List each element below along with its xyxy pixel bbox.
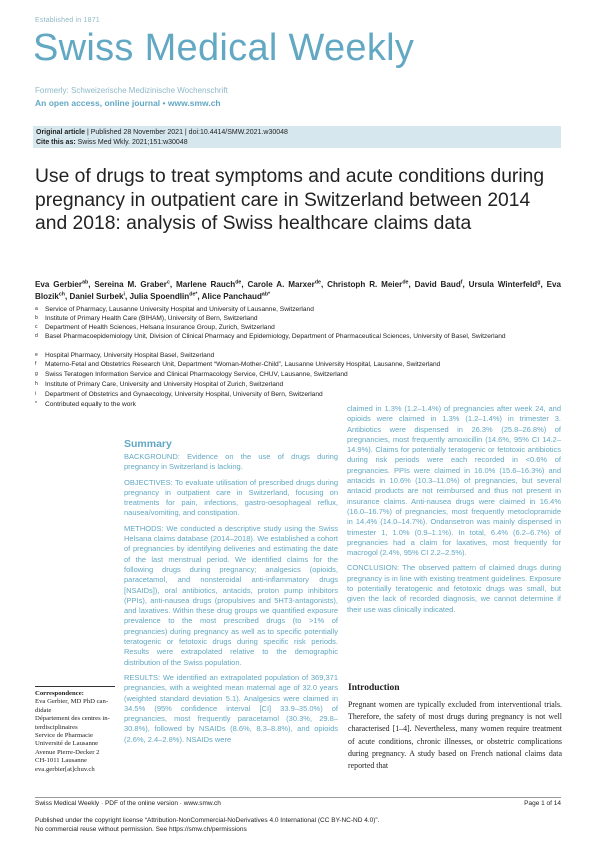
former-title: Formerly: Schweizerische Medizinische Wochenschrift xyxy=(35,86,228,95)
correspondence-line: CH-1011 Lausanne xyxy=(35,757,87,765)
affiliation-item xyxy=(35,315,565,324)
correspondence-line: Service de Pharmacie xyxy=(35,732,93,740)
affiliation-text: Hospital Pharmacy, University Hospital Basel, Switzerland xyxy=(45,352,215,359)
license-note xyxy=(35,817,561,834)
citation-line: Cite this as: Swiss Med Wkly. 2021;151:w30048 xyxy=(36,138,188,146)
license-line: No commercial reuse without permission. See https://smw.ch/permissions xyxy=(35,825,247,833)
correspondence-block xyxy=(35,690,117,774)
affiliation-item xyxy=(35,352,565,361)
affiliation-text: Department of Health Sciences, Helsana Insurance Group, Zurich, Switzerland xyxy=(45,324,275,331)
author-affiliation-mark: de* xyxy=(189,291,198,298)
author-affiliation-mark: de xyxy=(402,279,409,286)
affiliation-item xyxy=(35,306,565,315)
summary-paragraph: CONCLUSION: The observed pattern of claimed drugs during pregnancy is in line with existing treatment guidelines. Exposure to potentially teratogenic and fetotoxic drugs was small, but given the lack of recorded diagnosis, we cannot determine if their use was clinically indicated. xyxy=(347,563,561,614)
author-affiliation-mark: i xyxy=(123,291,125,298)
author-name: David Baud xyxy=(414,280,461,289)
affiliation-mark: * xyxy=(35,401,37,407)
affiliation-text: Contributed equally to the work xyxy=(45,401,136,408)
summary-paragraph: claimed in 1.3% (1.2–1.4%) of pregnancies after week 24, and opioids were claimed in 1.3% (1.2–1.4%) in trimester 3. Antibiotics were dispensed in 26.3% (25.8–26.8%) of pregnancies, most frequently amoxicillin (14.6%, 95% CI 14.2–14.9%). Claims for potentially teratogenic or fetotoxic antibiotics during risk periods were each recorded in <0.6% of pregnancies. PPIs were claimed in 16.0% (15.6–16.3%) and antacids in 10.6% (10.3–11.0%) of pregnancies, but several antacid products are not reimbursed and thus not present in insurance claims. Anti-nausea drugs were claimed in 16.4% (16.0–16.7%) of pregnancies, most frequently metoclopramide in 14.4% (14.0–14.7%). Ondansetron was mainly dispensed in trimester 1, 1.0% (0.9–1.1%). In total, 6.4% (6.2–6.7%) of pregnancies had a claim for laxatives, most frequently for macrogol (2.4%, 95% CI 2.2–2.5%). xyxy=(347,404,561,558)
author-name: Sereina M. Graber xyxy=(94,280,167,289)
author-list: Eva Gerbier$^{ab}$, Sereina M. Graber$^c$, Marlene Rauch$^{de}$, Carole A. Marxer$^{de}$, Christoph R. Meier$^{de}$, David Baud$^f$, Ursula Winterfeld$^g$, Eva Blozik$^{ch}$, Daniel Surbek$^i$, Julia Spoendlin$^{de*}$, Alice Panchaud$^{ab*}$ xyxy=(35,279,562,301)
affiliation-item xyxy=(35,324,565,333)
correspondence-divider xyxy=(35,686,115,687)
correspondence-line: Eva Gerbier, MD PhD can- xyxy=(35,698,109,706)
footer-journal: Swiss Medical Weekly · PDF of the online version · www.smw.ch xyxy=(35,800,221,807)
summary-paragraph: BACKGROUND: Evidence on the use of drugs during pregnancy in Switzerland is lacking. xyxy=(124,452,338,472)
author-name: Alice Panchaud xyxy=(201,292,262,301)
affiliation-item xyxy=(35,371,565,380)
affiliation-item xyxy=(35,381,565,390)
article-info-line-1: Original article | Published 28 November 2021 | doi:10.4414/SMW.2021.w30048 xyxy=(36,129,288,136)
article-info-box xyxy=(33,126,561,148)
correspondence-line: Avenue Pierre-Decker 2 xyxy=(35,748,100,756)
correspondence-line: terdisciplinaires xyxy=(35,723,78,731)
author-affiliation-mark: de xyxy=(314,279,321,286)
author-affiliation-mark: ab xyxy=(82,279,89,286)
affiliation-item xyxy=(35,361,565,370)
summary-left-column xyxy=(124,452,338,750)
introduction-text: Pregnant women are typically excluded from interventional trials. Therefore, the safety of most drugs during pregnancy is not well characterised [1–4]. Nevertheless, many women require treatment of acute conditions, chronic illnesses, or obstetric complications during pregnancy. A study based on French national claims data reported that xyxy=(348,700,562,771)
affiliation-mark: d xyxy=(35,333,38,339)
author-affiliation-mark: de xyxy=(235,279,242,286)
author-affiliation-mark: c xyxy=(166,279,170,286)
summary-right-column xyxy=(347,404,561,620)
affiliation-mark: g xyxy=(35,371,38,377)
license-line: Published under the copyright license “Attribution-NonCommercial-NoDerivatives 4.0 International (CC BY-NC-ND 4.0)”. xyxy=(35,817,380,824)
author-name: Eva Gerbier xyxy=(35,280,83,289)
author-affiliation-mark: ch xyxy=(58,291,65,298)
affiliation-text: Basel Pharmacoepidemiology Unit, Division of Clinical Pharmacy and Epidemiology, Department of Pharmaceutical Sciences, University of Basel, Switzerland xyxy=(45,333,506,340)
affiliation-item xyxy=(35,391,565,400)
journal-tagline: An open access, online journal • www.smw.ch xyxy=(35,98,221,108)
author-name: Christoph R. Meier xyxy=(327,280,403,289)
affiliation-item xyxy=(35,333,565,351)
author-name: Eva Blozik xyxy=(35,280,562,301)
summary-heading: Summary xyxy=(124,438,172,450)
summary-paragraph: METHODS: We conducted a descriptive study using the Swiss Helsana claims database (2014–2018). We established a cohort of pregnancies by identifying deliveries and estimating the date of the last menstrual period. We identified claims for the following drugs during pregnancy; analgesics (opioids, paracetamol, and nonsteroidal anti-inflammatory drugs [NSAIDs]), oral antibiotics, antacids, proton pump inhibitors (PPIs), anti-nausea drugs (propulsives and 5HT3-antagonists), and laxatives. Within these drug groups we quantified exposure prevalence to the most prescribed drugs (to >1% of pregnancies) during pregnancy as well as to specific potentially teratogenic or fetotoxic drugs during specific risk periods. Results were extrapolated relative to the demographic distribution of the Swiss population. xyxy=(124,523,338,667)
correspondence-line: didate xyxy=(35,706,52,714)
correspondence-address xyxy=(35,698,117,774)
summary-paragraph: OBJECTIVES: To evaluate utilisation of prescribed drugs during pregnancy in outpatient care in Switzerland, focusing on treatments for pain, infections, gastro-oesophageal reflux, nausea/vomiting, and constipation. xyxy=(124,477,338,518)
introduction-heading: Introduction xyxy=(348,683,400,693)
affiliation-mark: e xyxy=(35,352,38,358)
affiliation-text: Materno-Fetal and Obstetrics Research Unit, Department “Woman-Mother-Child”, Lausanne University Hospital, Lausanne, Switzerland xyxy=(45,361,441,368)
journal-title: Swiss Medical Weekly xyxy=(33,27,415,69)
page-number: Page 1 of 14 xyxy=(524,800,561,807)
article-title: Use of drugs to treat symptoms and acute conditions during pregnancy in outpatient care in Switzerland between 2014 and 2018: analysis of Swiss healthcare claims data xyxy=(35,166,545,234)
affiliation-mark: h xyxy=(35,381,38,387)
summary-paragraph: RESULTS: We identified an extrapolated population of 369,371 pregnancies, with a weighted mean maternal age of 32.0 years (weighted standard deviation 5.1). Analgesics were claimed in 34.5% (95% confidence interval [CI] 33.9–35.0%) of pregnancies, most frequently paracetamol (30.3%, 29.8–30.8%), followed by NSAIDs (8.6%, 8.3–8.8%), and opioids (2.6%, 2.4–2.8%). NSAIDs were xyxy=(124,672,338,744)
author-affiliation-mark: ab* xyxy=(261,291,271,298)
affiliation-text: Institute of Primary Health Care (BIHAM), University of Bern, Switzerland xyxy=(45,315,258,322)
affiliation-mark: c xyxy=(35,324,38,330)
established-note: Established in 1871 xyxy=(35,17,100,24)
affiliation-mark: i xyxy=(35,391,37,397)
author-name: Marlene Rauch xyxy=(176,280,236,289)
footer-divider xyxy=(35,797,561,798)
author-name: Carole A. Marxer xyxy=(247,280,315,289)
correspondence-line: Département des centres in- xyxy=(35,715,110,723)
affiliation-text: Swiss Teratogen Information Service and Clinical Pharmacology Service, CHUV, Lausanne, Switzerland xyxy=(45,371,348,378)
affiliation-text: Department of Obstetrics and Gynaecology, University Hospital, University of Bern, Switzerland xyxy=(45,391,323,398)
author-name: Julia Spoendlin xyxy=(129,292,190,301)
author-name: Ursula Winterfeld xyxy=(468,280,538,289)
author-affiliation-mark: g xyxy=(537,279,541,286)
correspondence-line: eva.gerbier[at]chuv.ch xyxy=(35,765,95,773)
affiliation-text: Service of Pharmacy, Lausanne University Hospital and University of Lausanne, Switzerland xyxy=(45,306,314,313)
correspondence-heading: Correspondence: xyxy=(35,690,84,697)
author-affiliation-mark: f xyxy=(460,279,463,286)
affiliation-mark: b xyxy=(35,315,38,321)
author-name: Daniel Surbek xyxy=(69,292,124,301)
affiliation-mark: f xyxy=(35,361,37,367)
correspondence-line: Université de Lausanne xyxy=(35,740,99,748)
affiliation-text: Institute of Primary Care, University and University Hospital of Zurich, Switzerland xyxy=(45,381,284,388)
affiliation-mark: a xyxy=(35,306,38,312)
